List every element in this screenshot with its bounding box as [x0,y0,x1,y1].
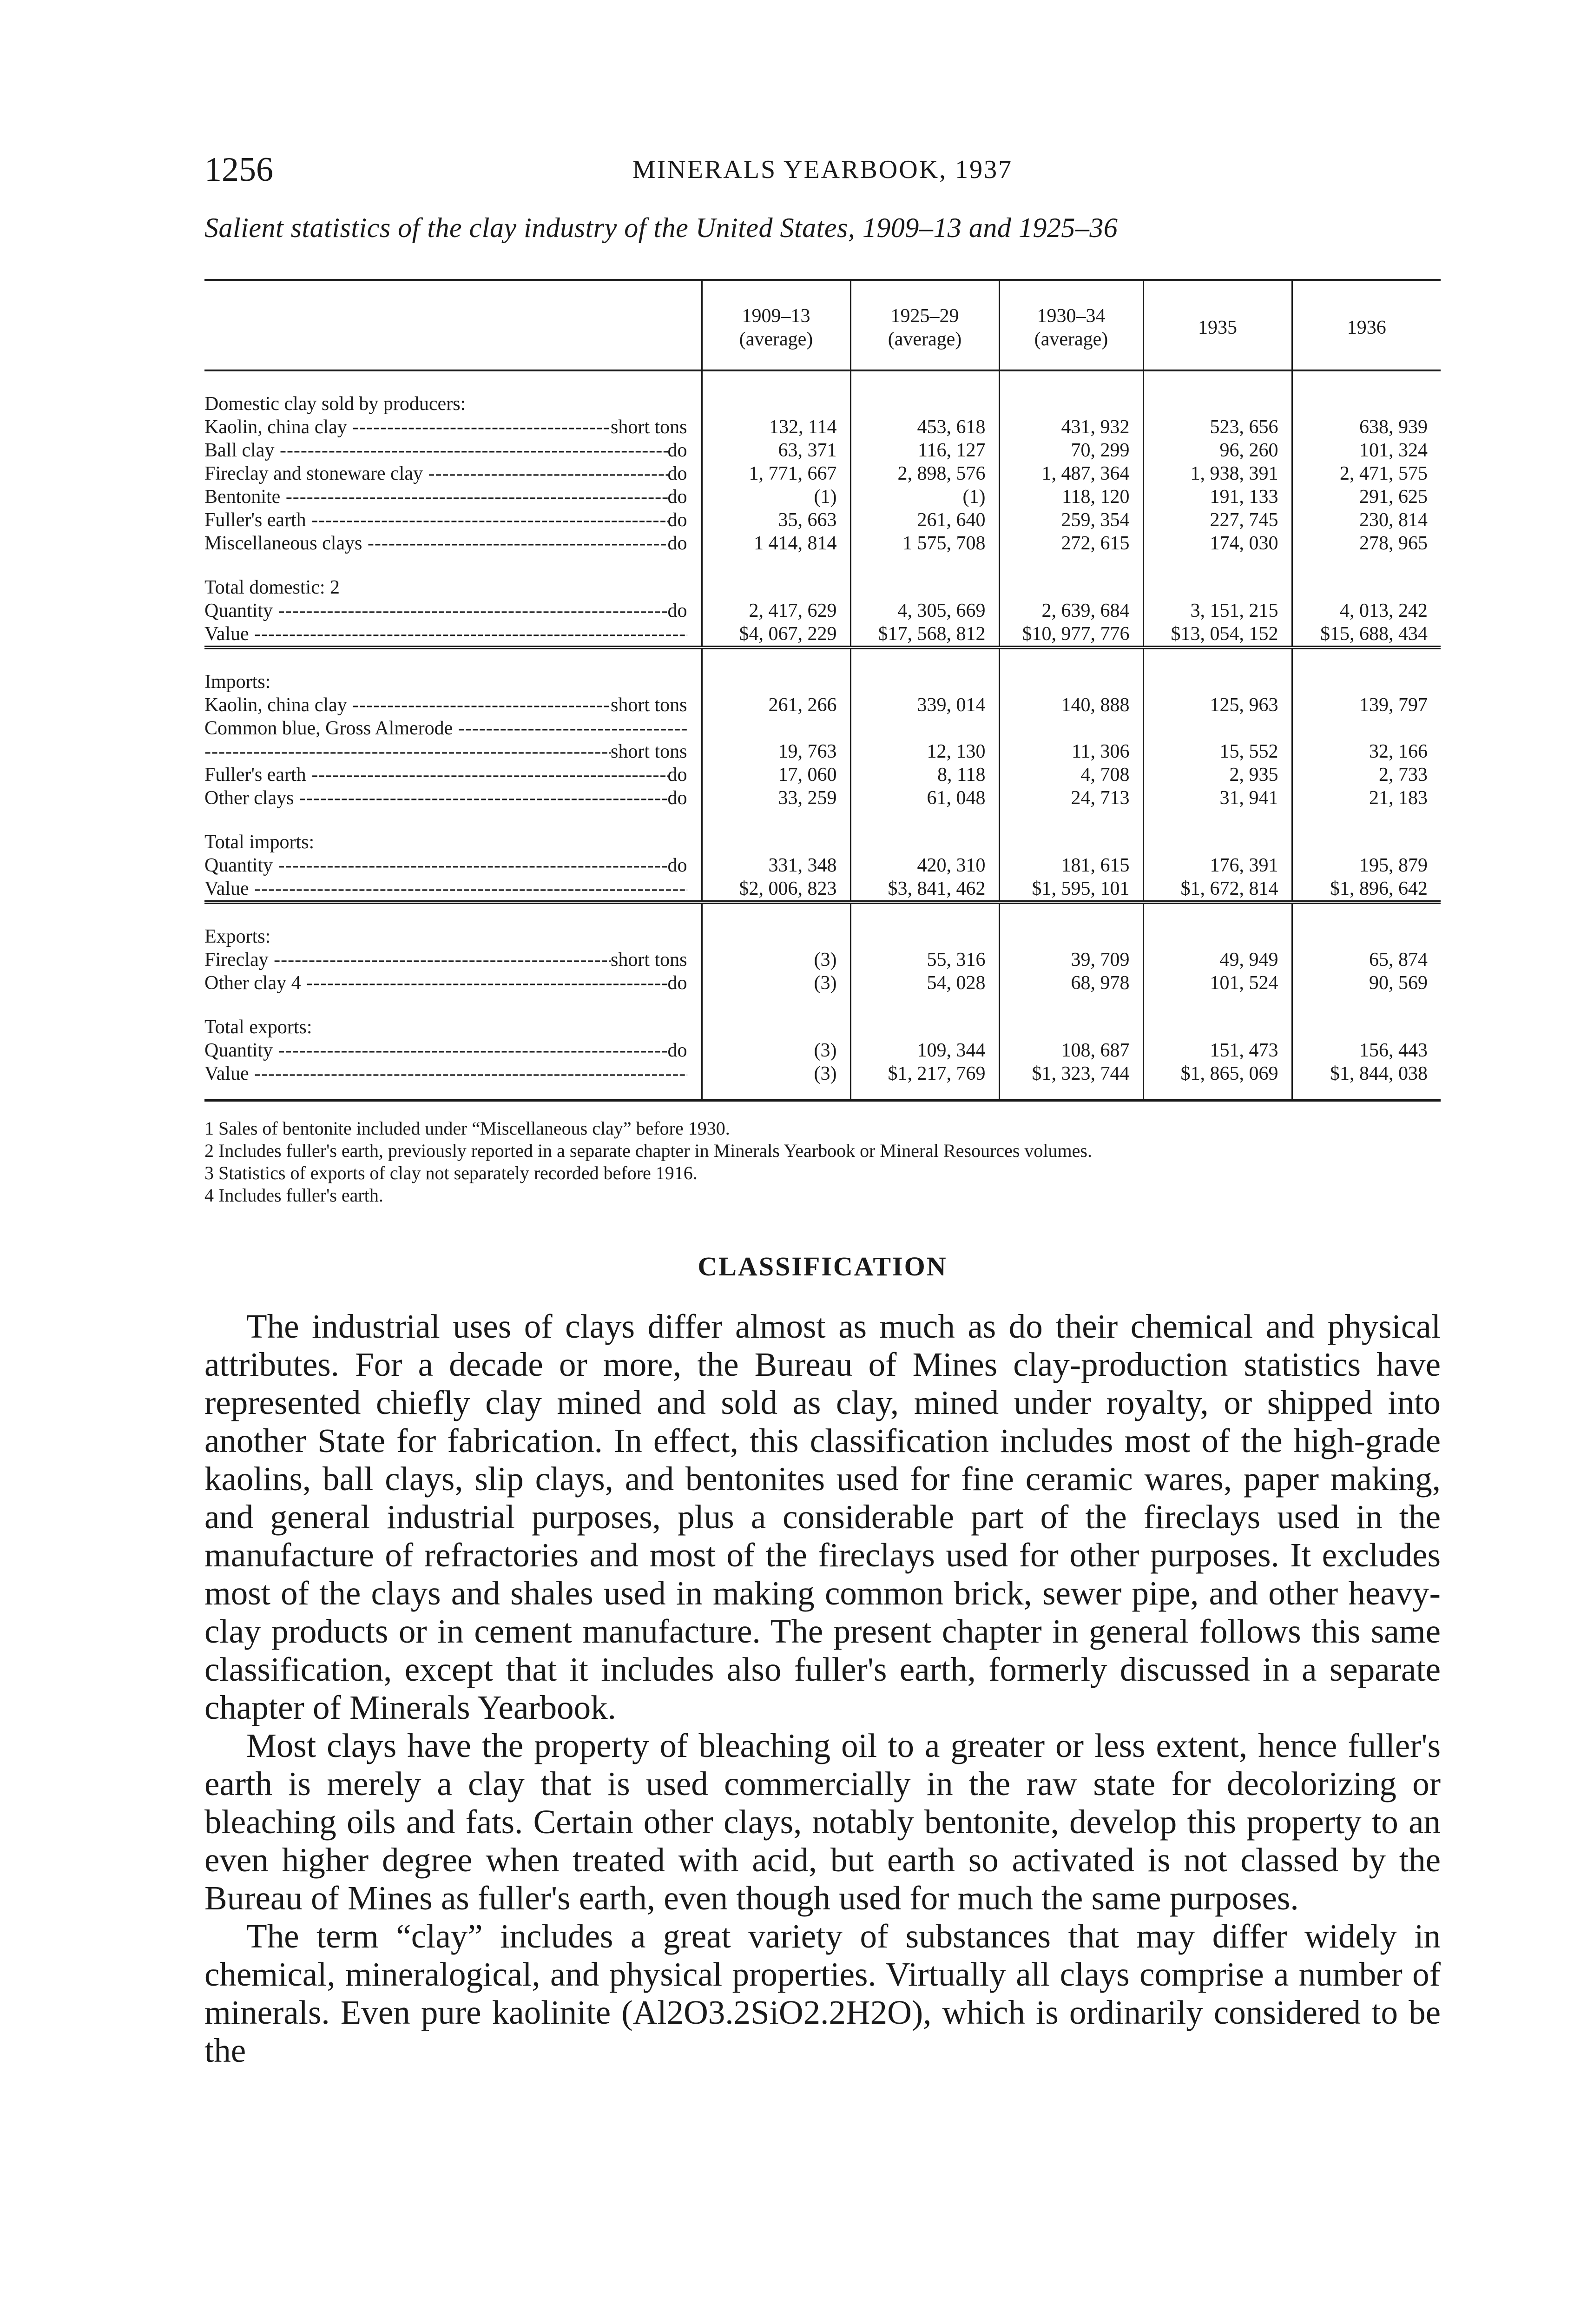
value-cell: 32, 166 [1292,740,1441,763]
value-cell: 132, 114 [702,416,850,439]
spacer-cell [850,810,999,831]
value-cell: $4, 067, 229 [702,622,850,647]
value-cell: 638, 939 [1292,416,1441,439]
value-cell: 176, 391 [1143,854,1292,877]
empty-cell [1292,1016,1441,1039]
value-cell: 2, 417, 629 [702,599,850,622]
row-label: Common blue, Gross Almerode ----- [204,717,687,740]
label-cell [204,416,702,439]
value-cell: 31, 941 [1143,786,1292,810]
row-unit: do [667,600,687,621]
label-cell [204,854,702,877]
spacer-cell [204,995,702,1016]
data-row [204,532,1441,555]
column-header-line2: (average) [888,329,962,350]
row-unit [687,1062,701,1085]
value-cell: 12, 130 [850,740,999,763]
spacer-cell [999,647,1143,670]
row-label: Fireclay ----- [204,948,611,971]
empty-cell [999,925,1143,948]
spacer-cell [999,995,1143,1016]
value-cell: (3) [702,971,850,995]
empty-cell [850,576,999,599]
value-cell: 139, 797 [1292,693,1441,717]
value-cell: (3) [702,948,850,971]
value-cell: 19, 763 [702,740,850,763]
value-cell: 116, 127 [850,439,999,462]
empty-cell [850,392,999,416]
row-label: Kaolin, china clay ----- [204,693,611,717]
label-cell [204,1016,702,1039]
paragraph: The industrial uses of clays differ almost as much as do their chemical and physical attributes. For a decade or more, the Bureau of Mines clay-production statistics have represented chiefly clay mined and sold as clay, mined under royalty, or shipped into another State for fabrication. In effect, this classification includes most of the high-grade kaolins, ball clays, slip clays, and bentonites used for fine ceramic wares, paper making, and general industrial purposes, plus a considerable part of the fireclays used in the manufacture of refractories and most of the fireclays used for other purposes. It excludes most of the clays and shales used in making common brick, sewer pipe, and other heavy-clay products or in cement manufacture. The present chapter in general follows this same classification, except that it includes also fuller's earth, formerly discussed in a separate chapter of Minerals Yearbook. [204,1307,1441,1726]
value-cell: 11, 306 [999,740,1143,763]
table-header-row [204,280,1441,371]
empty-cell [1292,670,1441,693]
row-label [204,740,611,763]
value-cell: 33, 259 [702,786,850,810]
value-cell: 90, 569 [1292,971,1441,995]
label-cell [204,670,702,693]
value-cell: (1) [702,485,850,508]
empty-cell [1292,392,1441,416]
value-cell: 21, 183 [1292,786,1441,810]
value-cell: $1, 896, 642 [1292,877,1441,902]
running-head [204,144,1441,195]
row-unit: do [667,440,687,461]
value-cell: $13, 054, 152 [1143,622,1292,647]
spacer-row [204,995,1441,1016]
empty-cell [702,670,850,693]
value-cell: 227, 745 [1143,508,1292,532]
value-cell: $1, 217, 769 [850,1062,999,1101]
spacer-cell [1292,555,1441,576]
spacer-cell [204,555,702,576]
label-cell [204,1062,702,1101]
value-cell: 35, 663 [702,508,850,532]
data-row [204,740,1441,763]
value-cell: 96, 260 [1143,439,1292,462]
spacer-cell [1292,902,1441,925]
table-title: Salient statistics of the clay industry of the United States, 1909–13 and 1925–36 [204,212,1118,243]
label-cell [204,948,702,971]
data-row [204,462,1441,485]
spacer-cell [850,555,999,576]
spacer-cell [1143,995,1292,1016]
value-cell: 39, 709 [999,948,1143,971]
data-row [204,622,1441,647]
spacer-cell [702,902,850,925]
group-heading: Exports: [204,926,271,947]
column-header-line1: 1936 [1347,317,1386,338]
spacer-cell [1143,902,1292,925]
value-cell: 65, 874 [1292,948,1441,971]
value-cell: 140, 888 [999,693,1143,717]
label-cell [204,763,702,786]
value-cell: 4, 013, 242 [1292,599,1441,622]
row-label: Fireclay and stoneware clay ----- [204,462,668,485]
empty-cell [999,392,1143,416]
spacer-cell [204,647,702,670]
table-body [204,370,1441,1101]
value-cell: $1, 844, 038 [1292,1062,1441,1101]
value-cell: 109, 344 [850,1039,999,1062]
group-heading: Domestic clay sold by producers: [204,393,466,415]
column-header-line2: (average) [1034,329,1108,350]
value-cell: 2, 471, 575 [1292,462,1441,485]
row-unit [687,717,701,740]
column-header-line1: 1935 [1198,317,1237,338]
empty-cell [850,831,999,854]
label-cell [204,831,702,854]
value-cell: 4, 708 [999,763,1143,786]
row-label: Fuller's earth ----- [204,508,668,532]
label-cell [204,599,702,622]
spacer-row [204,370,1441,392]
row-label: Quantity ----- [204,599,668,622]
value-cell: 1, 938, 391 [1143,462,1292,485]
label-cell [204,462,702,485]
data-row [204,948,1441,971]
spacer-cell [702,810,850,831]
empty-cell [999,1016,1143,1039]
value-cell: 101, 324 [1292,439,1441,462]
label-cell [204,485,702,508]
value-cell: 453, 618 [850,416,999,439]
value-cell: $10, 977, 776 [999,622,1143,647]
spacer-cell [850,995,999,1016]
stub-header [204,280,702,371]
row-label: Quantity ----- [204,854,668,877]
value-cell: 3, 151, 215 [1143,599,1292,622]
data-row [204,1062,1441,1101]
value-cell: 339, 014 [850,693,999,717]
spacer-cell [999,555,1143,576]
empty-cell [1143,925,1292,948]
value-cell: 125, 963 [1143,693,1292,717]
section-heading: CLASSIFICATION [698,1251,948,1281]
spacer-cell [1292,810,1441,831]
value-cell: 2, 733 [1292,763,1441,786]
value-cell: 261, 640 [850,508,999,532]
data-row [204,971,1441,995]
value-cell: 118, 120 [999,485,1143,508]
value-cell: 1 575, 708 [850,532,999,555]
spacer-row [204,902,1441,925]
value-cell [702,717,850,740]
column-header [850,280,999,371]
label-cell [204,786,702,810]
data-row [204,1039,1441,1062]
data-row [204,508,1441,532]
value-cell: 1, 487, 364 [999,462,1143,485]
column-header-line1: 1925–29 [890,305,959,327]
value-cell: 17, 060 [702,763,850,786]
value-cell: (1) [850,485,999,508]
data-row [204,877,1441,902]
row-unit: do [667,1040,687,1061]
row-label: Value ----- [204,877,687,900]
label-cell [204,576,702,599]
label-cell [204,971,702,995]
value-cell [999,717,1143,740]
value-cell: 272, 615 [999,532,1143,555]
data-row [204,854,1441,877]
statistics-table [204,279,1441,1102]
label-cell [204,740,702,763]
spacer-cell [1292,995,1441,1016]
footnote: 3 Statistics of exports of clay not separately recorded before 1916. [204,1162,698,1183]
spacer-cell [999,902,1143,925]
value-cell: 1, 771, 667 [702,462,850,485]
value-cell: $2, 006, 823 [702,877,850,902]
empty-cell [1143,1016,1292,1039]
column-header-line1: 1909–13 [742,305,810,327]
empty-cell [702,925,850,948]
running-title: MINERALS YEARBOOK, 1937 [632,155,1013,184]
row-unit: short tons [610,949,687,971]
row-unit [687,877,701,900]
row-label: Ball clay ----- [204,439,668,462]
value-cell: $1, 672, 814 [1143,877,1292,902]
empty-cell [702,831,850,854]
column-header [702,280,850,371]
value-cell: (3) [702,1062,850,1101]
value-cell: 24, 713 [999,786,1143,810]
row-unit: do [667,463,687,484]
empty-cell [702,1016,850,1039]
value-cell: 70, 299 [999,439,1143,462]
row-unit: short tons [610,741,687,762]
row-label: Miscellaneous clays ----- [204,532,668,555]
value-cell: 108, 687 [999,1039,1143,1062]
footnote: 4 Includes fuller's earth. [204,1185,383,1206]
empty-cell [702,576,850,599]
label-cell [204,693,702,717]
value-cell: 2, 639, 684 [999,599,1143,622]
row-unit: do [667,509,687,531]
column-header [1143,280,1292,371]
spacer-cell [204,370,702,392]
row-label: Fuller's earth ----- [204,763,668,786]
spacer-row [204,810,1441,831]
value-cell: 2, 898, 576 [850,462,999,485]
value-cell: $1, 323, 744 [999,1062,1143,1101]
empty-cell [1143,392,1292,416]
value-cell [1143,717,1292,740]
group-heading-row [204,1016,1441,1039]
footnotes [204,1117,1441,1207]
page [204,144,1441,2070]
label-cell [204,392,702,416]
value-cell: 2, 935 [1143,763,1292,786]
body-text [204,1307,1441,2070]
value-cell: $1, 595, 101 [999,877,1143,902]
data-row [204,786,1441,810]
spacer-cell [702,647,850,670]
spacer-cell [1143,647,1292,670]
row-label: Value ----- [204,622,687,646]
label-cell [204,532,702,555]
spacer-row [204,647,1441,670]
value-cell: 523, 656 [1143,416,1292,439]
label-cell [204,877,702,902]
empty-cell [1292,925,1441,948]
value-cell [1292,717,1441,740]
row-label: Quantity ----- [204,1039,668,1062]
empty-cell [999,576,1143,599]
value-cell: 259, 354 [999,508,1143,532]
value-cell: 49, 949 [1143,948,1292,971]
value-cell: 63, 371 [702,439,850,462]
spacer-cell [850,370,999,392]
value-cell: 261, 266 [702,693,850,717]
data-row [204,439,1441,462]
value-cell: $15, 688, 434 [1292,622,1441,647]
group-heading-row [204,831,1441,854]
data-row [204,599,1441,622]
value-cell: 291, 625 [1292,485,1441,508]
data-row [204,693,1441,717]
spacer-cell [850,902,999,925]
empty-cell [850,925,999,948]
row-unit: do [667,764,687,786]
group-heading-row [204,670,1441,693]
row-label: Other clay 4 ----- [204,971,668,995]
paragraph: The term “clay” includes a great variety of substances that may differ widely in chemical, mineralogical, and physical properties. Virtually all clays comprise a number of minerals. Even pure kaolinite (Al2O3.2SiO2.2H2O), which is ordinarily considered to be the [204,1917,1441,2069]
spacer-cell [1143,810,1292,831]
value-cell: 68, 978 [999,971,1143,995]
value-cell: 151, 473 [1143,1039,1292,1062]
empty-cell [1143,576,1292,599]
row-unit: do [667,787,687,809]
label-cell [204,925,702,948]
data-row [204,763,1441,786]
group-heading: Total imports: [204,832,315,853]
row-unit: do [667,855,687,876]
value-cell: $1, 865, 069 [1143,1062,1292,1101]
value-cell: 156, 443 [1292,1039,1441,1062]
value-cell: 331, 348 [702,854,850,877]
value-cell: 191, 133 [1143,485,1292,508]
row-unit: short tons [610,416,687,438]
group-heading-row [204,392,1441,416]
empty-cell [850,670,999,693]
value-cell: 54, 028 [850,971,999,995]
spacer-cell [1143,370,1292,392]
row-label: Kaolin, china clay ----- [204,416,611,439]
value-cell: $17, 568, 812 [850,622,999,647]
spacer-cell [850,647,999,670]
data-row [204,416,1441,439]
column-header-line2: (average) [739,329,813,350]
spacer-cell [702,555,850,576]
spacer-cell [204,810,702,831]
spacer-cell [1292,647,1441,670]
label-cell [204,1039,702,1062]
row-label: Other clays ----- [204,786,668,810]
label-cell [204,439,702,462]
paragraph: Most clays have the property of bleaching oil to a greater or less extent, hence fuller's earth is merely a clay that is used commercially in the raw state for decolorizing or bleaching oils and fats. Certain other clays, notably bentonite, develop this property to an even higher degree when treated with acid, but earth so activated is not classed by the Bureau of Mines as fuller's earth, even though used for much the same purposes. [204,1727,1441,1917]
value-cell: 431, 932 [999,416,1143,439]
column-header [1292,280,1441,371]
spacer-cell [702,370,850,392]
spacer-cell [999,810,1143,831]
label-cell [204,622,702,647]
row-unit: do [667,486,687,508]
label-cell [204,508,702,532]
value-cell [850,717,999,740]
data-row [204,717,1441,740]
group-heading: Imports: [204,671,271,693]
footnote: 2 Includes fuller's earth, previously reported in a separate chapter in Minerals Yearbook or Mineral Resources volumes. [204,1140,1092,1161]
row-unit: do [667,533,687,554]
value-cell: 55, 316 [850,948,999,971]
value-cell: 174, 030 [1143,532,1292,555]
row-unit: short tons [610,694,687,716]
value-cell: (3) [702,1039,850,1062]
empty-cell [1292,831,1441,854]
group-heading: Total exports: [204,1017,312,1038]
value-cell: 420, 310 [850,854,999,877]
empty-cell [1143,670,1292,693]
empty-cell [999,670,1143,693]
data-row [204,485,1441,508]
spacer-cell [204,902,702,925]
column-header-line1: 1930–34 [1037,305,1106,327]
group-heading: Total domestic: 2 [204,577,340,598]
empty-cell [702,392,850,416]
empty-cell [850,1016,999,1039]
spacer-cell [1292,370,1441,392]
page-number: 1256 [204,151,273,189]
group-heading-row [204,925,1441,948]
row-label: Bentonite ----- [204,485,668,508]
empty-cell [999,831,1143,854]
group-heading-row [204,576,1441,599]
column-header [999,280,1143,371]
value-cell: 4, 305, 669 [850,599,999,622]
row-label: Value ----- [204,1062,687,1085]
empty-cell [1292,576,1441,599]
value-cell: 15, 552 [1143,740,1292,763]
footnote: 1 Sales of bentonite included under “Miscellaneous clay” before 1930. [204,1118,730,1139]
value-cell: 278, 965 [1292,532,1441,555]
spacer-cell [999,370,1143,392]
value-cell: 195, 879 [1292,854,1441,877]
label-cell [204,717,702,740]
row-unit: do [667,972,687,994]
value-cell: 181, 615 [999,854,1143,877]
spacer-cell [702,995,850,1016]
value-cell: 61, 048 [850,786,999,810]
value-cell: 8, 118 [850,763,999,786]
spacer-cell [1143,555,1292,576]
value-cell: 230, 814 [1292,508,1441,532]
value-cell: 1 414, 814 [702,532,850,555]
value-cell: 101, 524 [1143,971,1292,995]
row-unit [687,622,701,646]
value-cell: $3, 841, 462 [850,877,999,902]
spacer-row [204,555,1441,576]
empty-cell [1143,831,1292,854]
